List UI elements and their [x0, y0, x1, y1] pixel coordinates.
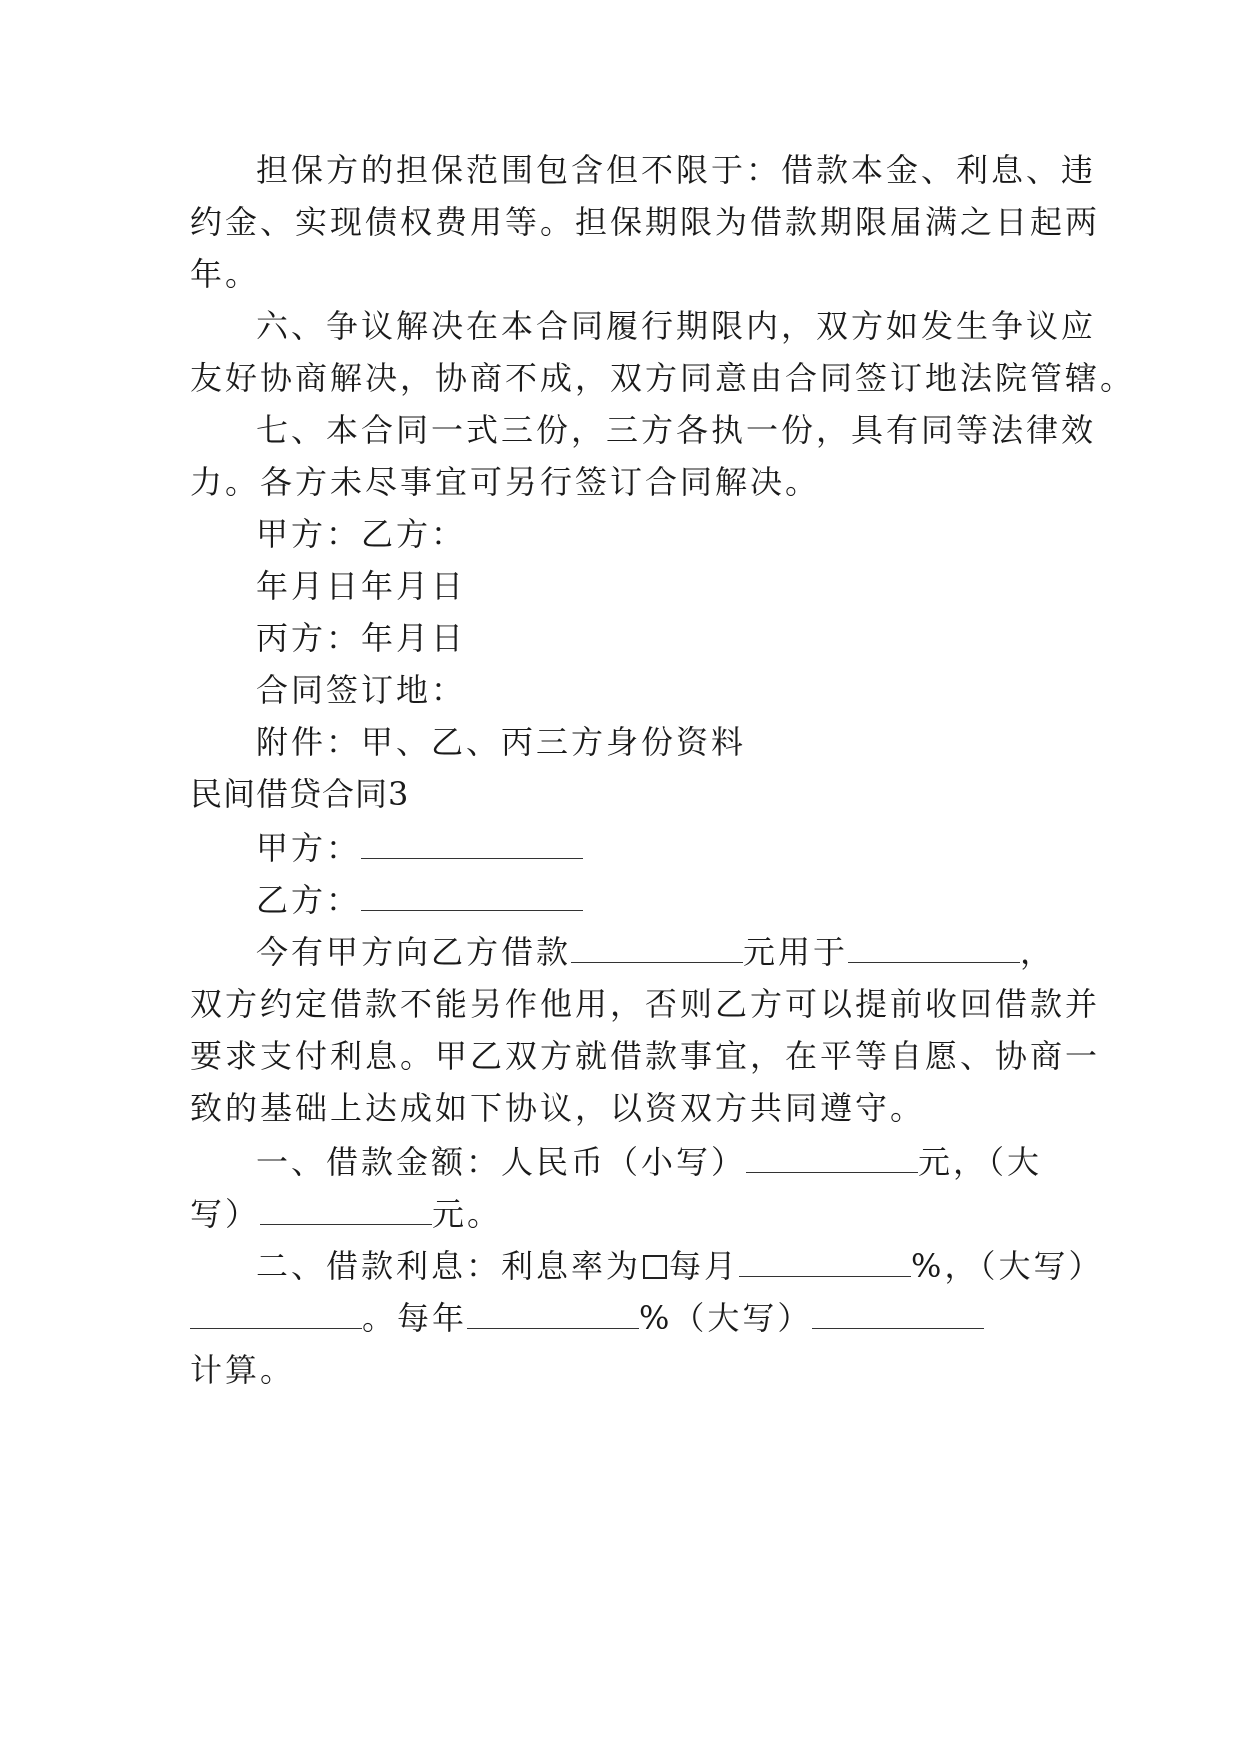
party-b-blank	[361, 882, 583, 911]
amount-blank	[571, 934, 743, 963]
amount-lower-blank	[746, 1144, 918, 1173]
intro-text: 元用于	[743, 933, 849, 971]
signing-place-line: 合同签订地：	[256, 671, 467, 709]
intro-line	[256, 932, 1126, 972]
amount-text: 元。	[432, 1195, 503, 1233]
signature-line: 甲方：乙方：	[256, 515, 467, 553]
party-a-blank	[361, 830, 583, 859]
amount-text: 元，（大	[918, 1143, 1043, 1181]
amount-upper-blank	[260, 1196, 432, 1225]
amount-line	[256, 1142, 1126, 1182]
paragraph-line: 双方约定借款不能另作他用，否则乙方可以提前收回借款并	[190, 985, 1101, 1023]
intro-text: ，	[1020, 933, 1056, 971]
attachment-line: 附件：甲、乙、丙三方身份资料	[256, 723, 747, 761]
party-a-line	[256, 828, 1126, 868]
checkbox-icon	[643, 1255, 667, 1279]
monthly-rate-blank	[739, 1248, 911, 1277]
paragraph-line: 担保方的担保范围包含但不限于：借款本金、利息、违	[256, 151, 1097, 189]
monthly-rate-upper-blank	[190, 1300, 362, 1329]
contract-title: 民间借贷合同3	[190, 775, 410, 813]
amount-text: 一、借款金额：人民币（小写）	[256, 1143, 747, 1181]
interest-text: 二、借款利息：利息率为	[256, 1247, 642, 1285]
interest-text: %（大写）	[639, 1299, 813, 1337]
interest-text: %，（大写）	[911, 1247, 1104, 1285]
paragraph-line: 年。	[190, 255, 261, 293]
annual-rate-blank	[467, 1300, 639, 1329]
party-a-label: 甲方：	[256, 829, 362, 867]
amount-line	[190, 1194, 1060, 1234]
paragraph-line: 计算。	[190, 1351, 296, 1389]
intro-text: 今有甲方向乙方借款	[256, 933, 572, 971]
interest-text: 。每年	[362, 1299, 468, 1337]
interest-line	[190, 1298, 1060, 1338]
paragraph-line: 友好协商解决，协商不成，双方同意由合同签订地法院管辖。	[190, 359, 1136, 397]
amount-text: 写）	[190, 1195, 261, 1233]
annual-rate-upper-blank	[812, 1300, 984, 1329]
interest-line	[256, 1246, 1126, 1286]
date-line: 年月日年月日	[256, 567, 467, 605]
paragraph-line: 七、本合同一式三份，三方各执一份，具有同等法律效	[256, 411, 1097, 449]
signature-line: 丙方：年月日	[256, 619, 467, 657]
paragraph-line: 六、争议解决在本合同履行期限内，双方如发生争议应	[256, 307, 1097, 345]
paragraph-line: 致的基础上达成如下协议，以资双方共同遵守。	[190, 1089, 926, 1127]
interest-text: 每月	[669, 1247, 740, 1285]
party-b-label: 乙方：	[256, 881, 362, 919]
paragraph-line: 约金、实现债权费用等。担保期限为借款期限届满之日起两	[190, 203, 1101, 241]
paragraph-line: 要求支付利息。甲乙双方就借款事宜，在平等自愿、协商一	[190, 1037, 1101, 1075]
purpose-blank	[848, 934, 1020, 963]
paragraph-line: 力。各方未尽事宜可另行签订合同解决。	[190, 463, 821, 501]
party-b-line	[256, 880, 1126, 920]
